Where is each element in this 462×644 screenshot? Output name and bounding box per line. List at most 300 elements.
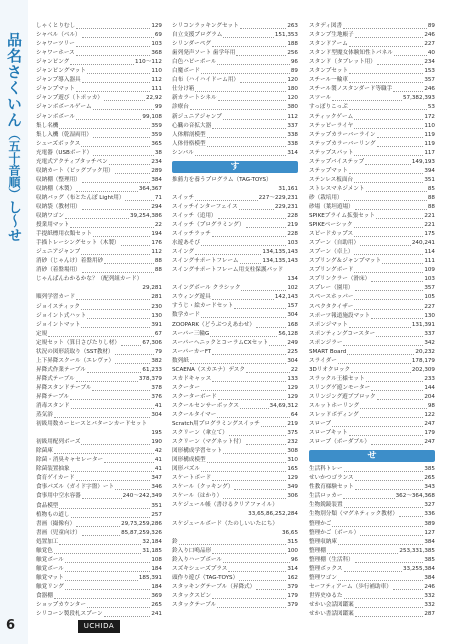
entry-page: 89 (427, 23, 435, 30)
leader-dots (354, 236, 423, 237)
index-entry (36, 520, 162, 529)
entry-page: 99,108 (142, 113, 162, 120)
index-title-text: 品名さくいん (5, 32, 23, 128)
leader-dots (65, 562, 150, 563)
entry-term: スティックゲーム (309, 113, 354, 120)
leader-dots (76, 119, 141, 120)
index-entry (36, 58, 162, 67)
leader-dots (223, 37, 274, 38)
leader-dots (212, 381, 286, 382)
entry-page: 289 (151, 167, 162, 174)
leader-dots (81, 444, 150, 445)
entry-page: 96 (290, 59, 298, 66)
index-entry (309, 203, 435, 212)
entry-term: 白色ハピーボール (172, 59, 217, 66)
entry-term: 整理棚 (309, 547, 326, 554)
entry-term: 触覚マット (36, 574, 64, 581)
index-entry (309, 411, 435, 420)
entry-term: シリコンラッキングセット (172, 23, 239, 30)
leader-dots (54, 453, 154, 454)
index-entry (36, 158, 162, 167)
leader-dots (355, 562, 424, 563)
leader-dots (223, 562, 290, 563)
index-entry (309, 221, 435, 230)
leader-dots (360, 417, 424, 418)
entry-term: ジャンボボール (36, 113, 75, 120)
entry-term: ジョイスティック (36, 303, 81, 310)
leader-dots (355, 607, 424, 608)
entry-page: 357 (424, 285, 435, 292)
entry-term: 整理かご（ボール） (309, 529, 360, 536)
leader-dots (195, 155, 286, 156)
entry-page: 195 (151, 430, 162, 437)
entry-term: 処置加工 (36, 538, 59, 545)
entry-term: 砂場（葉坦遊場） (309, 203, 354, 210)
entry-term: 手提紙標用衣類セット (36, 231, 92, 238)
entry-term: スプリングボード (309, 267, 354, 274)
entry-term: 触覚色 (36, 547, 53, 554)
index-entry (172, 565, 298, 574)
leader-dots (354, 227, 424, 228)
index-entry (172, 538, 298, 547)
entry-page: 179 (287, 592, 298, 599)
entry-term: シャベル（ベル） (36, 32, 81, 39)
entry-term: 昇降テーブル (36, 393, 70, 400)
leader-dots (70, 64, 134, 65)
leader-dots (399, 516, 423, 517)
entry-term: 新ジュニアジャンプ (172, 113, 222, 120)
index-entry (172, 330, 298, 339)
index-entry (172, 140, 298, 149)
entry-term: 収納棚（整理用） (36, 176, 81, 183)
leader-dots (81, 254, 150, 255)
leader-dots (201, 390, 286, 391)
entry-page: 359 (151, 122, 162, 129)
leader-dots (195, 254, 261, 255)
index-entry (36, 185, 162, 194)
index-entry (172, 492, 298, 501)
leader-dots (212, 598, 286, 599)
entry-term: 定規セット（算日さびたりし材） (36, 339, 120, 346)
entry-page: 294 (151, 203, 162, 210)
entry-page: 175 (424, 231, 435, 238)
leader-dots (87, 318, 150, 319)
entry-page: 117 (424, 149, 435, 156)
entry-page: 153 (424, 68, 435, 75)
index-entry (172, 547, 298, 556)
entry-term: ジュニアジャンプ (36, 249, 81, 256)
entry-term: スタンプセット (309, 68, 349, 75)
leader-dots (377, 137, 424, 138)
leader-dots (355, 480, 424, 481)
index-entry (309, 85, 435, 94)
entry-page: 120 (287, 77, 298, 84)
entry-page: 357 (424, 77, 435, 84)
leader-dots (115, 363, 150, 364)
entry-page: 69 (154, 32, 162, 39)
leader-dots (115, 489, 150, 490)
entry-term: スタックテーブル (172, 601, 217, 608)
index-entry (36, 203, 162, 212)
leader-dots (190, 109, 287, 110)
entry-page: 40 (427, 50, 435, 57)
index-entry (309, 510, 435, 519)
index-entry (309, 592, 435, 601)
index-entry (172, 248, 298, 257)
index-entry (172, 58, 298, 67)
leader-dots (223, 119, 286, 120)
entry-term: すっぽりこっぷ (309, 104, 348, 111)
entry-page: 31,185 (142, 547, 162, 554)
leader-dots (201, 317, 286, 318)
entry-term: しゃくとりむし (36, 23, 76, 30)
entry-page: 315 (287, 538, 298, 545)
entry-page: 29,281 (142, 285, 162, 292)
entry-page: 376 (151, 393, 162, 400)
index-entry (36, 393, 162, 402)
index-entry (36, 474, 162, 483)
index-entry (172, 420, 298, 429)
entry-page: 176 (151, 240, 162, 247)
entry-term: スーパーカーFT (172, 348, 212, 355)
leader-dots (376, 218, 423, 219)
leader-dots (239, 209, 274, 210)
entry-term: SCAENA（スカエナ）デスク (172, 366, 245, 373)
leader-dots (48, 336, 154, 337)
leader-dots (228, 571, 286, 572)
entry-page: 39,254,386 (129, 213, 162, 220)
entry-term: 収納袋（教材用） (36, 203, 81, 210)
index-entry (309, 103, 435, 112)
leader-dots (71, 408, 154, 409)
entry-term: スプリンクラー（滑床） (309, 276, 371, 283)
index-entry (309, 67, 435, 76)
leader-dots (81, 309, 150, 310)
entry-page: 120 (287, 95, 298, 102)
index-entry (309, 122, 435, 131)
leader-dots (344, 471, 424, 472)
entry-page: 351 (424, 176, 435, 183)
entry-page: 225 (287, 348, 298, 355)
entry-term: スチール製ノスタンダード等職手 (309, 86, 393, 93)
leader-dots (76, 46, 150, 47)
entry-term: 白布（ハイハイドーム用） (172, 77, 240, 84)
index-entry (36, 257, 162, 266)
leader-dots (217, 64, 289, 65)
entry-term: スルットホーリング (309, 403, 360, 410)
leader-dots (76, 91, 150, 92)
entry-page: 112 (287, 113, 298, 120)
entry-term: ジャンプ遊び（トポッカ） (36, 95, 104, 102)
entry-page: 304 (287, 357, 298, 364)
leader-dots (338, 580, 423, 581)
entry-term: スポンジマット (309, 321, 348, 328)
index-entry (36, 31, 162, 40)
leader-dots (92, 390, 150, 391)
index-entry (309, 212, 435, 221)
entry-page: 263 (287, 23, 298, 30)
leader-dots (59, 544, 141, 545)
index-entry (172, 529, 298, 538)
entry-term: ジャンピングマット (36, 68, 86, 75)
entry-term: スイングサポートフレーム用支柱保護パッド (172, 267, 284, 274)
leader-dots (343, 345, 423, 346)
entry-term: 数列紙 (172, 357, 189, 364)
entry-term: スプーン（自助用） (309, 240, 360, 247)
entry-page: 221 (424, 213, 435, 220)
index-entry (36, 85, 162, 94)
index-entry (36, 103, 162, 112)
leader-dots (376, 336, 423, 337)
entry-term: スタンド（タブレット用） (309, 59, 376, 66)
entry-term: すうじ・絵カードセット (172, 303, 234, 310)
leader-dots (256, 589, 286, 590)
entry-page: 149,193 (411, 158, 435, 165)
entry-page: 368 (151, 50, 162, 57)
index-entry (36, 456, 162, 465)
index-entry (36, 538, 162, 547)
index-entry (172, 474, 298, 483)
index-entry (309, 357, 435, 366)
leader-dots (81, 327, 150, 328)
index-entry (309, 474, 435, 483)
entry-page: 240～242,349 (122, 493, 162, 500)
entry-term: 収納ワゴン (36, 213, 64, 220)
leader-dots (104, 100, 145, 101)
index-entry (309, 501, 435, 510)
entry-term: スーパーヘニックとコーラムCXセット (172, 339, 269, 346)
index-entry (309, 574, 435, 583)
entry-page: 53 (427, 104, 435, 111)
entry-term: 昇降式作業テーブル (36, 366, 86, 373)
entry-page: 385 (424, 466, 435, 473)
entry-page: 365 (151, 140, 162, 147)
leader-dots (76, 55, 151, 56)
index-entry (309, 167, 435, 176)
index-entry (36, 556, 162, 565)
index-entry (309, 529, 435, 538)
entry-page: 103 (151, 41, 162, 48)
entry-page: 337 (287, 122, 298, 129)
entry-term: 定規 (36, 330, 48, 337)
index-entry (36, 194, 162, 203)
leader-dots (82, 82, 151, 83)
leader-dots (354, 309, 423, 310)
entry-term: 集し名機 (36, 122, 59, 129)
entry-term: スレッドボディング (309, 412, 359, 419)
index-entry (309, 321, 435, 330)
leader-dots (240, 263, 262, 264)
index-entry (309, 556, 435, 565)
entry-term: スポンジラー (309, 339, 343, 346)
entry-page: 380 (287, 104, 298, 111)
index-entry (309, 547, 435, 556)
entry-page: 379 (287, 583, 298, 590)
index-entry (36, 438, 162, 447)
entry-page: 29,73,259,286 (121, 520, 162, 527)
entry-term: スピードカップス (309, 231, 354, 238)
index-entry (172, 510, 298, 519)
index-entry (309, 284, 435, 293)
leader-dots (217, 607, 286, 608)
entry-page: 256 (287, 50, 298, 57)
index-entry (172, 76, 298, 85)
entry-term: ジョイント式ハット (36, 312, 87, 319)
index-entry (309, 312, 435, 321)
leader-dots (195, 91, 286, 92)
leader-dots (190, 363, 287, 364)
leader-dots (234, 489, 286, 490)
entry-page: 22,92 (145, 95, 162, 102)
entry-page: 114 (424, 249, 435, 256)
index-entry (172, 366, 298, 375)
entry-term: 自立支援プログラム (172, 32, 223, 39)
index-entry (36, 492, 162, 501)
entry-term: 収納棚（木製） (36, 185, 76, 192)
entry-page: 347 (151, 475, 162, 482)
entry-page: 221 (424, 222, 435, 229)
entry-page: 119 (424, 131, 435, 138)
leader-dots (240, 82, 286, 83)
index-entry (309, 519, 435, 528)
entry-term: 性教育様験セット (309, 484, 354, 491)
index-entry (309, 538, 435, 547)
leader-dots (354, 119, 423, 120)
entry-page: 134,135,143 (262, 249, 298, 256)
entry-page: 379 (287, 601, 298, 608)
leader-dots (82, 498, 122, 499)
index-entry (36, 284, 162, 293)
entry-term: 白魔ボード (172, 68, 200, 75)
entry-term: 書画（撮像有） (36, 520, 76, 527)
index-entry (172, 302, 298, 311)
entry-page: 111 (151, 86, 162, 93)
index-entry (309, 149, 435, 158)
index-entry (309, 239, 435, 248)
index-entry (36, 592, 162, 601)
index-entry (172, 31, 298, 40)
entry-page: 85 (427, 185, 435, 192)
entry-term: 整理収納庫 (309, 538, 337, 545)
entry-page: 314 (287, 149, 298, 156)
entry-term: スイッチ (172, 194, 195, 201)
entry-term: 状況の図形読取り（SST教材） (36, 348, 114, 355)
leader-dots (332, 100, 402, 101)
entry-page: 57,382,393 (402, 95, 435, 102)
entry-page: 102 (287, 285, 298, 292)
entry-page: 111 (424, 258, 435, 265)
leader-dots (351, 372, 411, 373)
index-entry (309, 348, 435, 357)
entry-page: 384 (151, 176, 162, 183)
index-entry (309, 49, 435, 58)
leader-dots (76, 299, 150, 300)
index-entry (309, 31, 435, 40)
entry-page: 110 (151, 68, 162, 75)
leader-dots (207, 137, 287, 138)
entry-term: 仕分け箱 (172, 86, 195, 93)
entry-page: 327 (424, 502, 435, 509)
entry-page: 346 (151, 484, 162, 491)
index-entry (172, 122, 298, 131)
leader-dots (201, 245, 286, 246)
page-number: 6 (6, 618, 16, 633)
index-entry (309, 438, 435, 447)
brand-logo: UCHIDA (78, 620, 120, 633)
leader-dots (76, 381, 138, 382)
entry-term: SPIKEプライム拡張セット (309, 213, 375, 220)
entry-page: 178,179 (411, 357, 435, 364)
leader-dots (365, 164, 411, 165)
index-entry (172, 85, 298, 94)
index-entry (172, 393, 298, 402)
leader-dots (82, 37, 154, 38)
index-entry (172, 438, 298, 447)
entry-term: 新カラートシネル (172, 95, 217, 102)
entry-term: 収納カート（ビッグブック用） (36, 167, 114, 174)
entry-term: ステッピーライヤ (309, 122, 354, 129)
entry-page: 36,65 (281, 529, 298, 536)
index-entry (309, 420, 435, 429)
index-entry (172, 49, 298, 58)
entry-page: 85,87,259,326 (121, 529, 162, 536)
entry-page: 22 (290, 366, 298, 373)
index-entry (36, 447, 162, 456)
index-entry (36, 40, 162, 49)
entry-term: 順列学習カード (36, 294, 76, 301)
leader-dots (371, 390, 423, 391)
entry-term: 充電式アクティブタッチペン (36, 158, 108, 165)
entry-term: ジャンプ導入器具 (36, 77, 81, 84)
entry-term: スクールセンサーボックス (172, 402, 239, 409)
index-entry (36, 501, 162, 510)
entry-page: 227～229,231 (258, 194, 298, 201)
entry-term: スケジュールボード（たのしいいたにち） (172, 520, 278, 527)
index-entry (172, 447, 298, 456)
entry-term: SMART Board (309, 348, 347, 355)
entry-page: 108 (151, 556, 162, 563)
index-entry (36, 357, 162, 366)
index-entry (172, 131, 298, 140)
leader-dots (210, 336, 277, 337)
leader-dots (354, 272, 423, 273)
leader-dots (354, 299, 423, 300)
leader-dots (246, 227, 287, 228)
entry-term: 人体解剖模型 (172, 131, 206, 138)
entry-page: 265 (424, 475, 435, 482)
entry-term: せかい書話図鑑案 (309, 611, 354, 617)
entry-page: 88 (427, 203, 435, 210)
entry-page: 228 (287, 212, 298, 219)
entry-page: 336 (424, 511, 435, 518)
entry-term: 除菌・消臭キャセレーター (36, 457, 104, 464)
entry-term: スクールタイマー (172, 411, 217, 418)
entry-term: 生物鋭鏡装置 (309, 502, 343, 509)
kana-range: し～せ (6, 200, 22, 242)
leader-dots (54, 417, 151, 418)
entry-term: スタックスピン (172, 592, 212, 599)
entry-page: 219 (287, 421, 298, 428)
entry-term: 蒸気浴 (36, 412, 53, 419)
index-entry (36, 76, 162, 85)
leader-dots (366, 381, 424, 382)
entry-page: 179 (424, 430, 435, 437)
entry-page: 67,306 (142, 339, 162, 346)
entry-term: スロープキット (309, 430, 348, 437)
index-entry (309, 565, 435, 574)
entry-page: 142,143 (274, 294, 298, 301)
entry-page: 79 (154, 348, 162, 355)
